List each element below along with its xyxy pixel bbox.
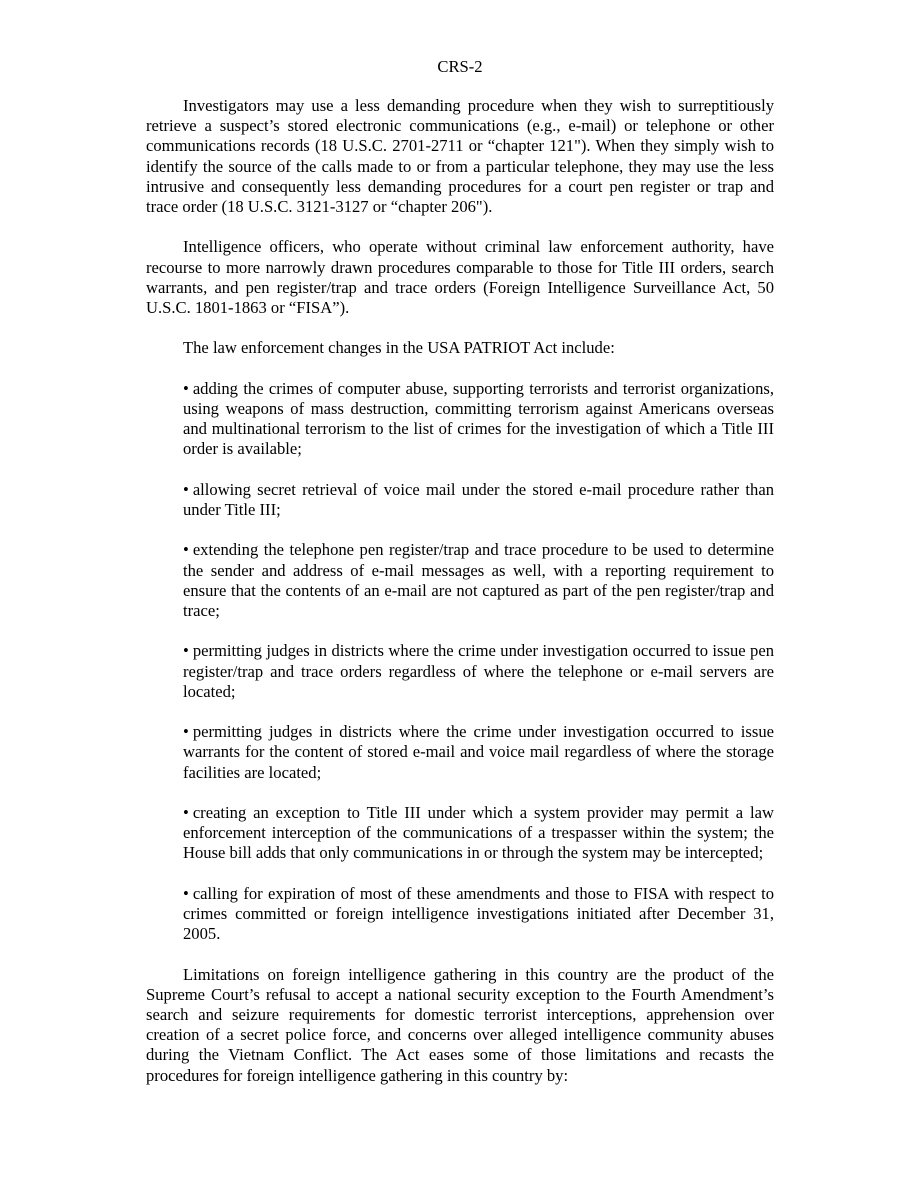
bullet-icon: • <box>183 802 189 822</box>
bullet-icon: • <box>183 722 189 742</box>
bullet-item <box>183 480 774 520</box>
bullet-item <box>183 803 774 864</box>
bullet-text: adding the crimes of computer abuse, supporting terrorists and terrorist organizations, using weapons of mass destruction, committing terrorism against Americans overseas and multinational terrorism to the list of crimes for the investigation of which a Title III order is available; <box>183 378 774 459</box>
page-number-header: CRS-2 <box>437 57 483 76</box>
bullet-item <box>183 884 774 945</box>
bullet-icon: • <box>183 540 189 560</box>
changes-bullet-list <box>146 379 774 945</box>
bullet-text: calling for expiration of most of these amendments and those to FISA with respect to crimes committed or foreign intelligence investigations initiated after December 31, 2005. <box>183 883 774 944</box>
paragraph-limitations: Limitations on foreign intelligence gathering in this country are the product of the Supreme Court’s refusal to accept a national security exception to the Fourth Amendment’s search and seizure requirements for domestic terrorist interceptions, apprehension over creation of a secret police force, and concerns over alleged intelligence community abuses during the Vietnam Conflict. The Act eases some of those limitations and recasts the procedures for foreign intelligence gathering in this country by: <box>146 964 774 1085</box>
bullet-item <box>183 641 774 702</box>
bullet-text: creating an exception to Title III under which a system provider may permit a law enforcement interception of the communications of a trespasser within the system; the House bill adds that only communications in or through the system may be intercepted; <box>183 802 774 863</box>
bullet-text: permitting judges in districts where the crime under investigation occurred to issue pen register/trap and trace orders regardless of where the telephone or e-mail servers are located; <box>183 641 774 701</box>
document-body <box>146 96 774 1106</box>
bullet-item <box>183 379 774 460</box>
bullet-icon: • <box>183 883 189 903</box>
bullet-text: extending the telephone pen register/trap and trace procedure to be used to determine the sender and address of e-mail messages as well, with a reporting requirement to ensure that the contents of an e-mail are not captured as part of the pen register/trap and trace; <box>183 540 774 620</box>
bullet-icon: • <box>183 378 189 398</box>
bullet-icon: • <box>183 641 189 661</box>
paragraph-law-enforcement-changes: The law enforcement changes in the USA PATRIOT Act include: <box>183 338 615 358</box>
paragraph-intelligence-officers: Intelligence officers, who operate without criminal law enforcement authority, have recourse to more narrowly drawn procedures comparable to those for Title III orders, search warrants, and pen register/trap and trace orders (Foreign Intelligence Surveillance Act, 50 U.S.C. 1801-1863 or “FISA”). <box>146 237 774 318</box>
bullet-text: allowing secret retrieval of voice mail under the stored e-mail procedure rather than under Title III; <box>183 479 774 519</box>
bullet-text: permitting judges in districts where the crime under investigation occurred to issue warrants for the content of stored e-mail and voice mail regardless of where the storage facilities are located; <box>183 722 774 782</box>
paragraph-investigators: Investigators may use a less demanding procedure when they wish to surreptitiously retrieve a suspect’s stored electronic communications (e.g., e-mail) or telephone or other communications records (18 U.S.C. 2701-2711 or “chapter 121"). When they simply wish to identify the source of the calls made to or from a particular telephone, they may use the less intrusive and consequently less demanding procedures for a court pen register or trap and trace order (18 U.S.C. 3121-3127 or “chapter 206"). <box>146 96 774 217</box>
bullet-icon: • <box>183 479 189 499</box>
bullet-item <box>183 540 774 621</box>
bullet-item <box>183 722 774 783</box>
